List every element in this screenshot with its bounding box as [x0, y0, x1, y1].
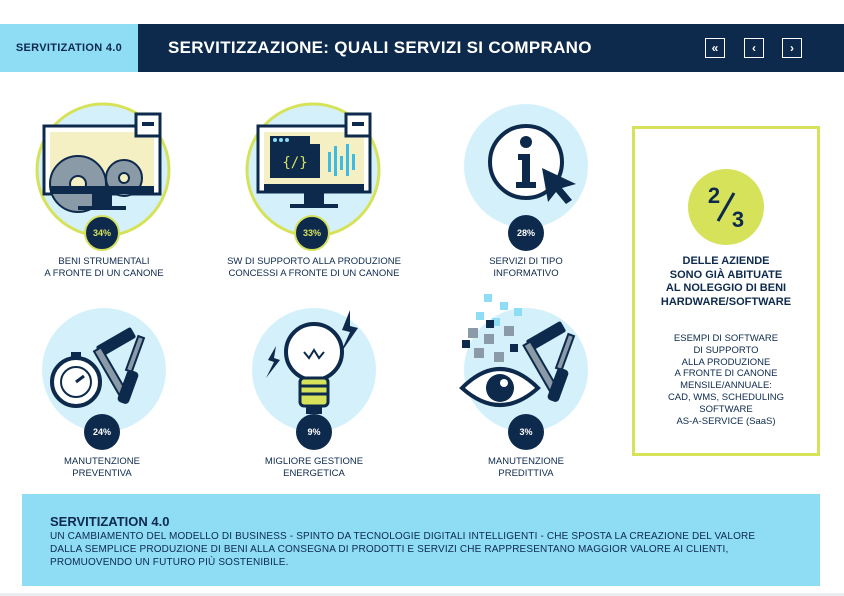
service-label-line: MANUTENZIONE: [64, 456, 140, 467]
stat-headline-line: AL NOLEGGIO DI BENI: [665, 282, 787, 294]
fraction-numerator: 2: [707, 183, 721, 208]
stat-headline-line: DELLE AZIENDE: [682, 255, 770, 267]
stat-example-line: MENSILE/ANNUALE:: [680, 380, 772, 392]
fraction-denominator: 3: [731, 207, 745, 232]
service-tile-gestione-energetica: [214, 300, 414, 490]
definition-line: DALLA SEMPLICE PRODUZIONE DI BENI ALLA CONSEGNA DI PRODOTTI E SERVIZI CHE RAPPRESENTANO MAGGIOR VALORE AI CLIENTI,: [50, 544, 729, 555]
stat-example-line: AS-A-SERVICE (SaaS): [676, 415, 776, 427]
service-label-line: A FRONTE DI UN CANONE: [44, 268, 164, 279]
service-label: [426, 256, 626, 280]
service-tile-sw-supporto: [214, 100, 414, 290]
service-label: [214, 456, 414, 480]
service-tile-manutenzione-preventiva: [2, 300, 202, 490]
fraction-two-thirds: [688, 169, 764, 245]
fraction-circle: [688, 169, 764, 245]
service-tile-servizi-informativo: [426, 100, 626, 290]
stat-example-line: DI SUPPORTO: [693, 344, 759, 356]
stat-headline: [643, 255, 809, 309]
service-label: [4, 256, 204, 280]
service-label-line: MANUTENZIONE: [488, 456, 564, 467]
percent-badge: 33%: [294, 215, 330, 251]
page-title: SERVITIZZAZIONE: QUALI SERVIZI SI COMPRANO: [168, 38, 592, 57]
previous-page-button[interactable]: ‹: [744, 38, 764, 58]
section-tag: SERVITIZATION 4.0: [0, 24, 138, 72]
service-label-line: SW DI SUPPORTO ALLA PRODUZIONE: [227, 256, 401, 267]
service-label-line: PREDITTIVA: [498, 468, 554, 479]
service-label-line: MIGLIORE GESTIONE: [264, 456, 364, 467]
service-label-line: CONCESSI A FRONTE DI UN CANONE: [228, 268, 400, 279]
stat-example-line: CAD, WMS, SCHEDULING: [667, 391, 785, 403]
definition-text: [50, 530, 794, 569]
first-page-button[interactable]: «: [705, 38, 725, 58]
service-tile-beni-strumentali: [4, 100, 204, 290]
service-label-line: INFORMATIVO: [493, 268, 559, 279]
stat-example-line: ALLA PRODUZIONE: [681, 356, 771, 368]
service-label-line: SERVIZI DI TIPO: [489, 256, 563, 267]
stat-example-line: SOFTWARE: [699, 403, 753, 415]
header-bar: [0, 24, 844, 72]
svg-text:{/}: {/}: [282, 155, 308, 171]
next-page-button[interactable]: ›: [782, 38, 802, 58]
definition-title: SERVITIZATION 4.0: [50, 514, 170, 529]
service-tile-manutenzione-predittiva: [426, 290, 626, 490]
stat-examples: [643, 333, 809, 427]
percent-badge: 9%: [296, 414, 332, 450]
definition-line: UN CAMBIAMENTO DEL MODELLO DI BUSINESS - SPINTO DA TECNOLOGIE DIGITALI INTELLIGENTI - CHE SPOSTA LA CREAZIONE DEL VALORE: [50, 531, 756, 542]
stat-example-line: ESEMPI DI SOFTWARE: [673, 333, 779, 344]
service-label-line: ENERGETICA: [283, 468, 345, 479]
stat-headline-line: HARDWARE/SOFTWARE: [660, 295, 792, 308]
definition-line: PROMUOVENDO UN FUTURO PIÙ SOSTENIBILE.: [50, 557, 289, 568]
percent-badge: 28%: [508, 215, 544, 251]
percent-badge: 24%: [84, 414, 120, 450]
percent-badge: 3%: [508, 414, 544, 450]
stat-callout: [632, 126, 820, 456]
stat-headline-line: SONO GIÀ ABITUATE: [669, 268, 783, 281]
service-label-line: BENI STRUMENTALI: [58, 256, 150, 267]
service-label: [426, 456, 626, 480]
definition-panel: [22, 494, 820, 586]
percent-badge: 34%: [84, 215, 120, 251]
service-label: [2, 456, 202, 480]
service-label-line: PREVENTIVA: [72, 468, 132, 479]
service-label: [214, 256, 414, 280]
stat-example-line: A FRONTE DI CANONE: [674, 368, 778, 380]
